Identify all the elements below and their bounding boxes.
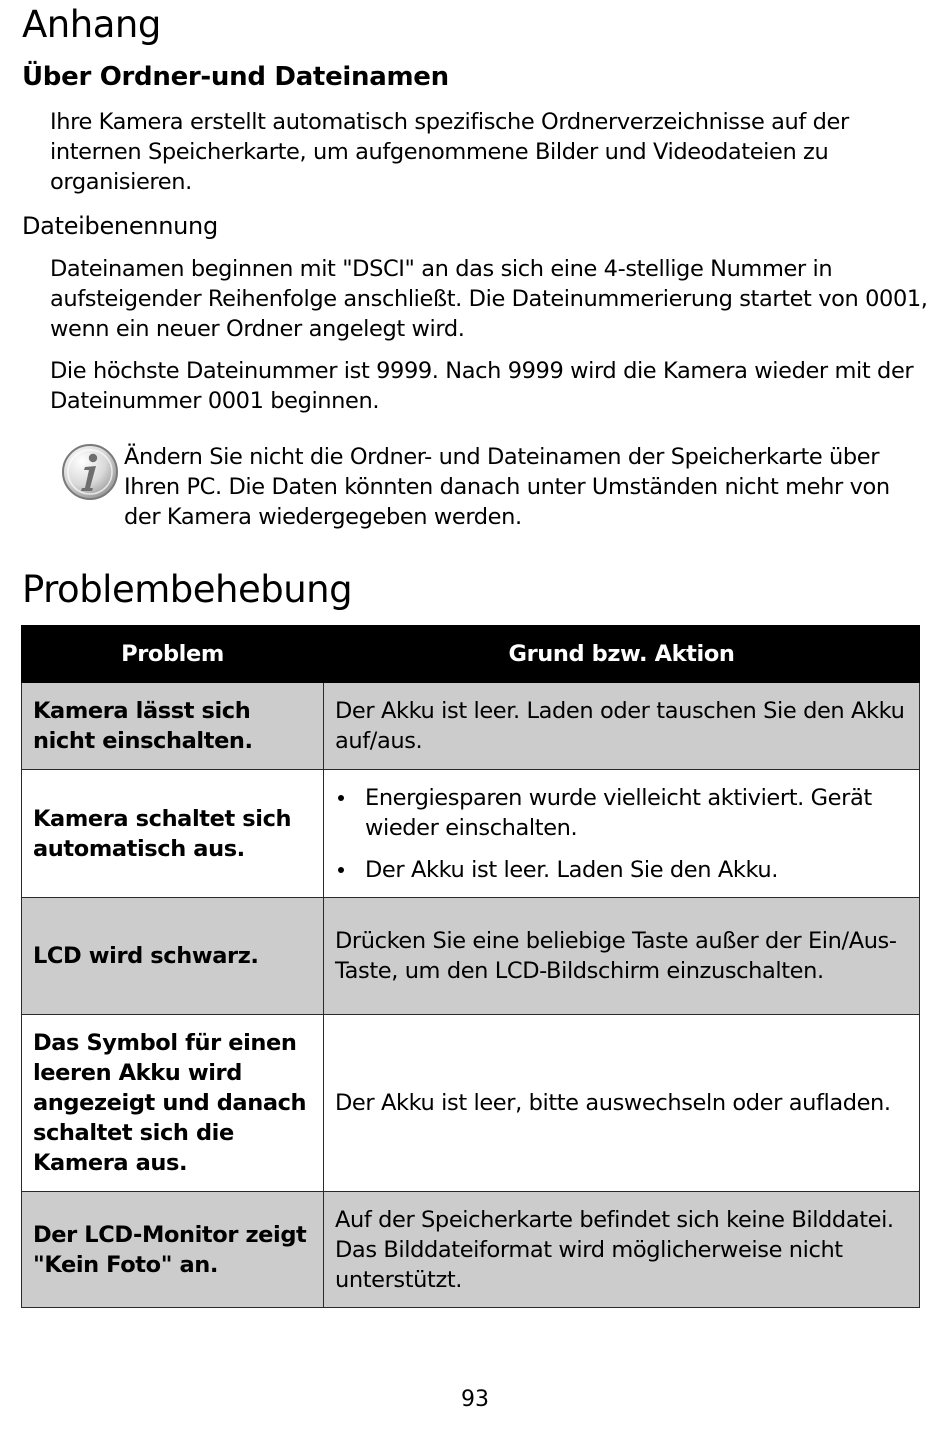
header-action: Grund bzw. Aktion — [324, 626, 920, 683]
note-text: Ändern Sie nicht die Ordner- und Dateinamen der Speicherkarte über Ihren PC. Die Daten könnten danach unter Umständen nicht mehr von der Kamera wiedergegeben werden. — [124, 444, 890, 530]
page-title: Anhang — [22, 3, 161, 46]
problem-cell: LCD wird schwarz. — [22, 898, 324, 1015]
table-row — [22, 683, 920, 770]
problem-cell: Das Symbol für einen leeren Akku wird angezeigt und danach schaltet sich die Kamera aus. — [22, 1015, 324, 1192]
intro-paragraph: Ihre Kamera erstellt automatisch spezifische Ordnerverzeichnisse auf der internen Speicherkarte, um aufgenommene Bilder und Videodateien zu organisieren. — [50, 109, 849, 195]
table-row — [22, 898, 920, 1015]
action-cell: Auf der Speicherkarte befindet sich keine Bilddatei. Das Bilddateiformat wird möglicherweise nicht unterstützt. — [324, 1192, 920, 1308]
table-row — [22, 1015, 920, 1192]
header-problem: Problem — [22, 626, 324, 683]
action-cell: Drücken Sie eine beliebige Taste außer der Ein/Aus-Taste, um den LCD-Bildschirm einzuschalten. — [324, 898, 920, 1015]
action-cell: Der Akku ist leer. Laden oder tauschen Sie den Akku auf/aus. — [324, 683, 920, 770]
problem-cell: Kamera schaltet sich automatisch aus. — [22, 770, 324, 898]
list-item: Energiesparen wurde vielleicht aktiviert. Gerät wieder einschalten. — [335, 783, 908, 843]
naming-paragraph: Dateinamen beginnen mit "DSCI" an das sich eine 4-stellige Nummer in aufsteigender Reihenfolge anschließt. Die Dateinummerierung startet von 0001, wenn ein neuer Ordner angelegt wird. — [50, 256, 928, 342]
list-item: Der Akku ist leer. Laden Sie den Akku. — [335, 855, 908, 885]
page-number: 93 — [461, 1387, 489, 1412]
troubleshooting-title: Problembehebung — [22, 568, 353, 611]
naming-heading: Dateibenennung — [22, 212, 218, 240]
problem-cell: Der LCD-Monitor zeigt "Kein Foto" an. — [22, 1192, 324, 1308]
table-row — [22, 1192, 920, 1308]
info-icon — [60, 442, 120, 502]
troubleshooting-table — [21, 625, 920, 1308]
action-cell — [324, 770, 920, 898]
action-bullet-list — [335, 783, 908, 885]
problem-cell: Kamera lässt sich nicht einschalten. — [22, 683, 324, 770]
table-row — [22, 770, 920, 898]
max-number-paragraph: Die höchste Dateinummer ist 9999. Nach 9999 wird die Kamera wieder mit der Dateinummer 0001 beginnen. — [50, 358, 914, 414]
action-cell: Der Akku ist leer, bitte auswechseln oder aufladen. — [324, 1015, 920, 1192]
table-header-row — [22, 626, 920, 683]
section-subtitle: Über Ordner-und Dateinamen — [22, 62, 449, 92]
